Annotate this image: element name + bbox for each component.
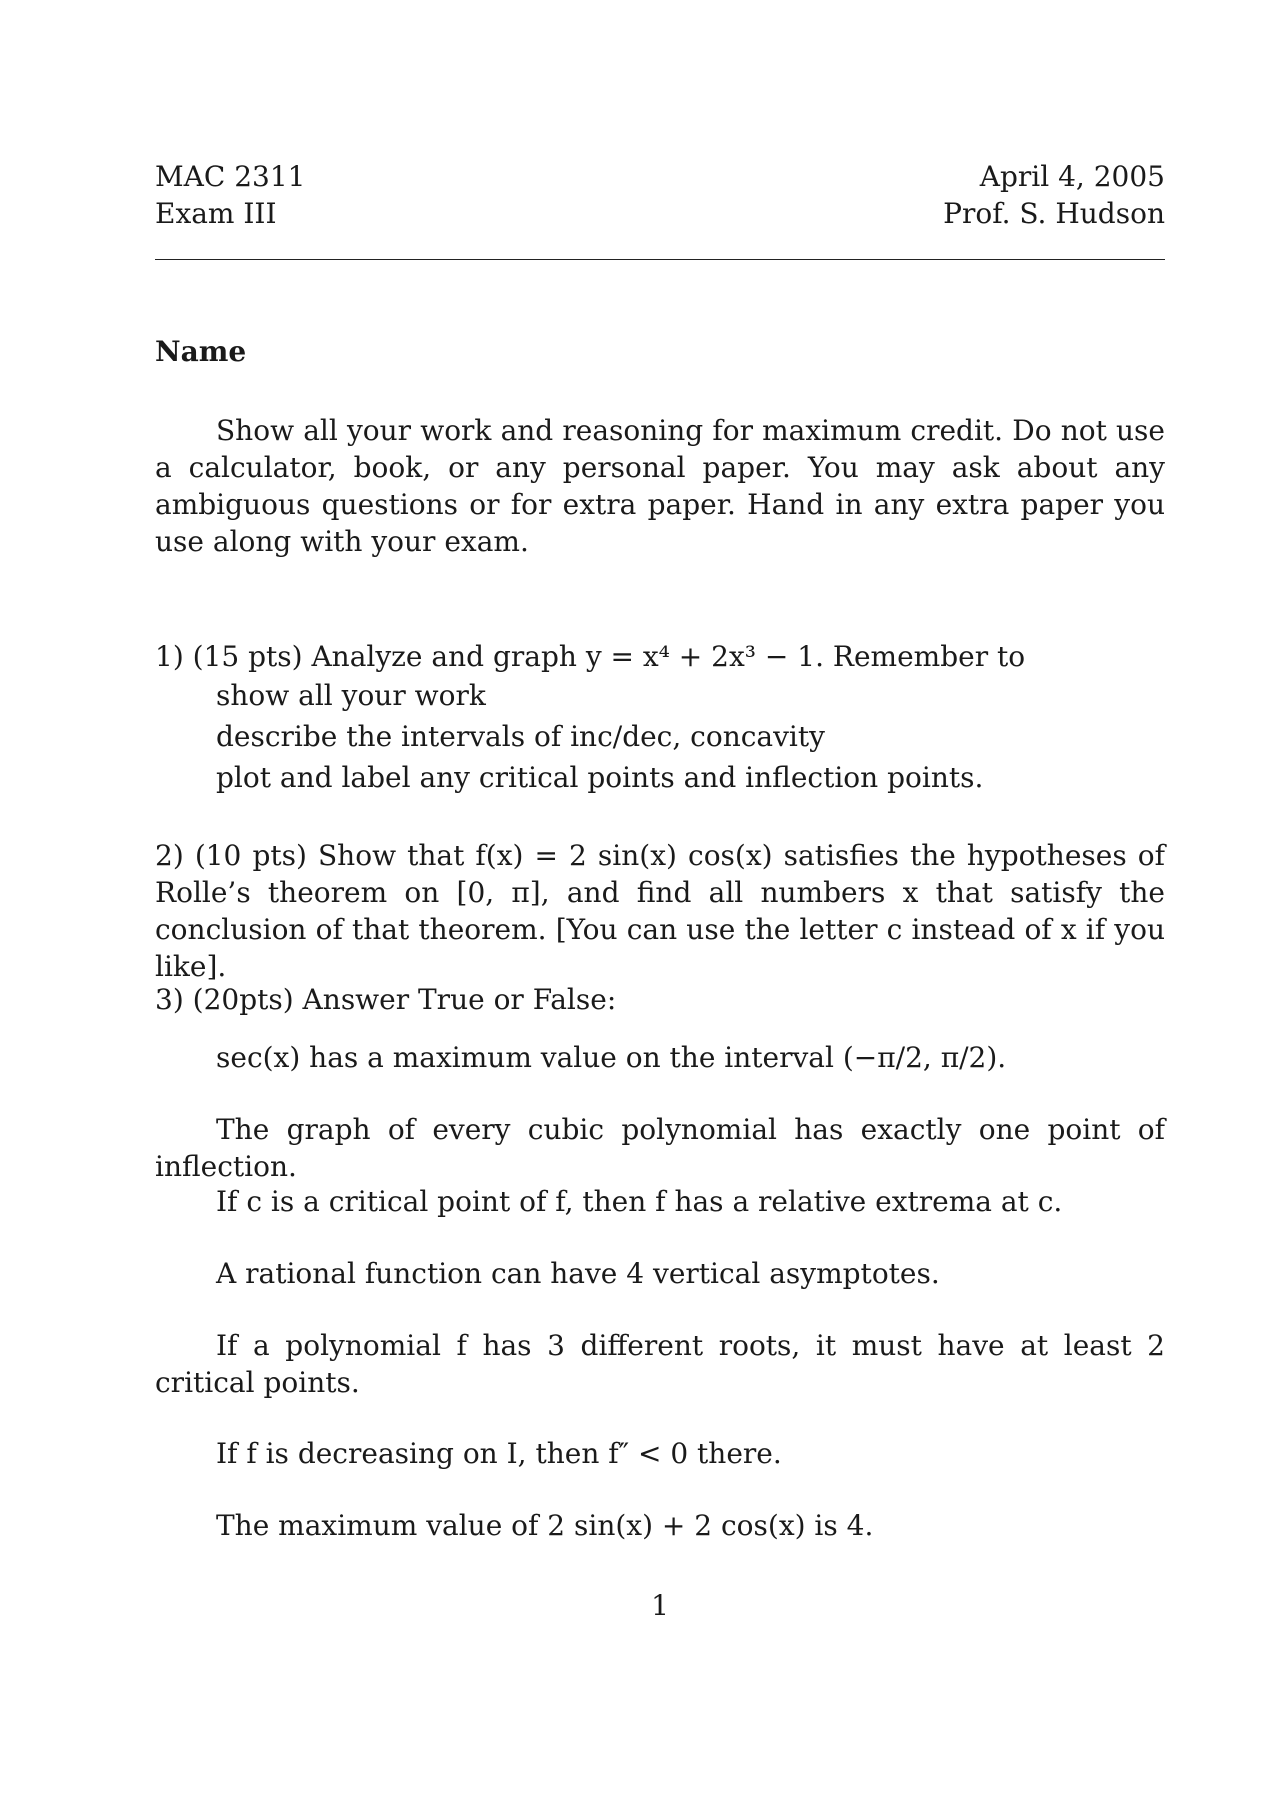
- true-false-statement: If c is a critical point of f, then f has a relative extrema at c.: [216, 1185, 1063, 1218]
- header-right: [943, 158, 1165, 232]
- true-false-item: [155, 1327, 1165, 1401]
- true-false-statement: A rational function can have 4 vertical asymptotes.: [216, 1257, 940, 1290]
- true-false-statement: The maximum value of 2 sin(x) + 2 cos(x) is 4.: [216, 1509, 874, 1542]
- course-code: MAC 2311: [155, 160, 306, 193]
- question-1-prompt: 1) (15 pts) Analyze and graph y = x⁴ + 2x³ − 1. Remember to: [155, 640, 1026, 673]
- true-false-item: [155, 1039, 1165, 1076]
- question-1-item: describe the intervals of inc/dec, concavity: [216, 720, 825, 753]
- instructions-paragraph: Show all your work and reasoning for maximum credit. Do not use a calculator, book, or any personal paper. You may ask about any ambiguous questions or for extra paper. Hand in any extra paper you use along with your exam.: [155, 414, 1165, 558]
- instructor-name: Prof. S. Hudson: [943, 197, 1165, 230]
- exam-date: April 4, 2005: [979, 160, 1165, 193]
- true-false-statement: The graph of every cubic polynomial has exactly one point of inflection.: [155, 1113, 1165, 1183]
- true-false-item: [155, 1183, 1165, 1220]
- exam-page: [155, 0, 1165, 1811]
- true-false-statement: If a polynomial f has 3 different roots, it must have at least 2 critical points.: [155, 1329, 1165, 1399]
- true-false-item: [155, 1111, 1165, 1185]
- true-false-item: [155, 1507, 1165, 1544]
- page-number: 1: [651, 1589, 669, 1622]
- question-1-item: plot and label any critical points and inflection points.: [216, 761, 984, 794]
- exam-title: Exam III: [155, 197, 277, 230]
- question-3-prompt: 3) (20pts) Answer True or False:: [155, 983, 617, 1016]
- name-label: Name: [155, 335, 247, 368]
- header-divider: [155, 259, 1165, 260]
- true-false-statement: If f is decreasing on I, then f″ < 0 there.: [216, 1437, 782, 1470]
- true-false-item: [155, 1255, 1165, 1292]
- question-1: [155, 638, 1165, 798]
- true-false-statement: sec(x) has a maximum value on the interval (−π/2, π/2).: [216, 1041, 1007, 1074]
- question-1-item: show all your work: [216, 679, 486, 712]
- header-left: [155, 158, 305, 232]
- true-false-item: [155, 1435, 1165, 1472]
- question-2: 2) (10 pts) Show that f(x) = 2 sin(x) cos(x) satisfies the hypotheses of Rolle’s theorem on [0, π], and find all numbers x that satisfy the conclusion of that theorem. [You can use the letter c instead of x if you like].: [155, 839, 1165, 983]
